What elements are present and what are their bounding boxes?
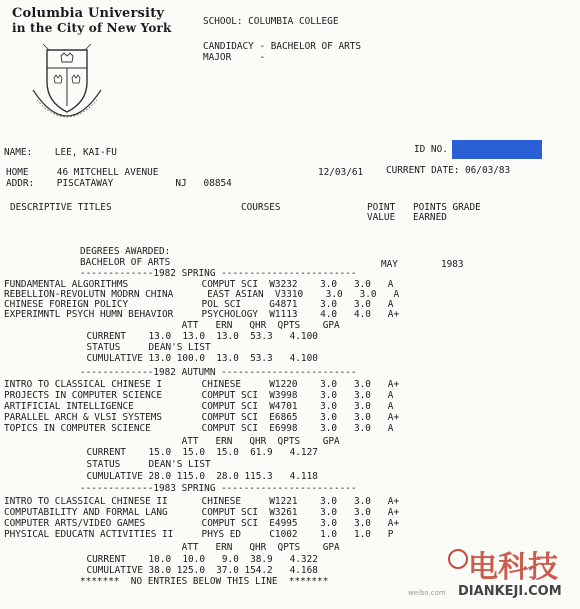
course-row: CHINESE FOREIGN POLICY POL SCI G4871 3.0 3.0 A xyxy=(4,299,394,310)
student-name: NAME: LEE, KAI-FU xyxy=(4,147,117,158)
course-row: COMPUTABILITY AND FORMAL LANG COMPUT SCI W3261 3.0 3.0 A+ xyxy=(4,507,400,518)
watermark-en: DIANKEJI.COM xyxy=(458,584,562,599)
watermark-logo-icon xyxy=(448,549,468,569)
major-line: MAJOR - xyxy=(203,52,266,63)
col-point: POINT xyxy=(367,202,396,213)
degree-name: BACHELOR OF ARTS xyxy=(80,257,171,268)
col-courses: COURSES xyxy=(241,202,281,213)
degree-month: MAY xyxy=(381,259,398,270)
city-address: ADDR: PISCATAWAY NJ 08854 xyxy=(6,178,232,189)
col-value: VALUE xyxy=(367,212,396,223)
stats-header: ATT ERN QHR QPTS GPA xyxy=(80,542,340,553)
columbia-seal-icon xyxy=(27,42,107,134)
course-row: PROJECTS IN COMPUTER SCIENCE COMPUT SCI W3998 3.0 3.0 A xyxy=(4,390,394,401)
term-cumulative: CUMULATIVE 13.0 100.0 13.0 53.3 4.100 xyxy=(30,353,318,364)
course-row: INTRO TO CLASSICAL CHINESE I CHINESE W1220 3.0 3.0 A+ xyxy=(4,379,400,390)
term-divider: -------------1982 AUTUMN ------------------------ xyxy=(80,367,357,378)
term-divider: -------------1983 SPRING ------------------------ xyxy=(80,483,357,494)
term-status: STATUS DEAN'S LIST xyxy=(30,342,211,353)
stats-header: ATT ERN QHR QPTS GPA xyxy=(80,320,340,331)
degree-year: 1983 xyxy=(441,259,464,270)
university-location: in the City of New York xyxy=(12,21,172,35)
term-cumulative: CUMULATIVE 38.0 125.0 37.0 154.2 4.168 xyxy=(30,565,318,576)
course-row: EXPERIMNTL PSYCH HUMN BEHAVIOR PSYCHOLOGY W1113 4.0 4.0 A+ xyxy=(4,309,400,320)
current-date: CURRENT DATE: 06/03/83 xyxy=(386,165,511,176)
degrees-label: DEGREES AWARDED: xyxy=(80,246,171,257)
term-current: CURRENT 10.0 10.0 9.0 38.9 4.322 xyxy=(30,554,318,565)
col-earned: EARNED xyxy=(413,212,447,223)
id-label: ID NO. xyxy=(414,144,448,155)
university-name: Columbia University xyxy=(12,6,165,21)
term-current: CURRENT 13.0 13.0 13.0 53.3 4.100 xyxy=(30,331,318,342)
birth-date: 12/03/61 xyxy=(318,167,364,178)
candidacy-line: CANDIDACY - BACHELOR OF ARTS xyxy=(203,41,362,52)
end-of-record: ******* NO ENTRIES BELOW THIS LINE ******* xyxy=(80,576,329,587)
course-row: FUNDAMENTAL ALGORITHMS COMPUT SCI W3232 3.0 3.0 A xyxy=(4,279,394,290)
course-row: PARALLEL ARCH & VLSI SYSTEMS COMPUT SCI E6865 3.0 3.0 A+ xyxy=(4,412,400,423)
course-row: COMPUTER ARTS/VIDEO GAMES COMPUT SCI E4995 3.0 3.0 A+ xyxy=(4,518,400,529)
watermark-cn: 电科技 xyxy=(468,550,558,585)
course-row: PHYSICAL EDUCATN ACTIVITIES II PHYS ED C1002 1.0 1.0 P xyxy=(4,529,394,540)
term-cumulative: CUMULATIVE 28.0 115.0 28.0 115.3 4.118 xyxy=(30,471,318,482)
col-points-grade: POINTS GRADE xyxy=(413,202,481,213)
col-descriptive-titles: DESCRIPTIVE TITLES xyxy=(10,202,112,213)
course-row: TOPICS IN COMPUTER SCIENCE COMPUT SCI E6998 3.0 3.0 A xyxy=(4,423,394,434)
stats-header: ATT ERN QHR QPTS GPA xyxy=(80,436,340,447)
course-row: ARTIFICIAL INTELLIGENCE COMPUT SCI W4701 3.0 3.0 A xyxy=(4,401,394,412)
home-address: HOME 46 MITCHELL AVENUE xyxy=(6,167,159,178)
course-row: INTRO TO CLASSICAL CHINESE II CHINESE W1221 3.0 3.0 A+ xyxy=(4,496,400,507)
school-line: SCHOOL: COLUMBIA COLLEGE xyxy=(203,16,339,27)
id-redaction xyxy=(452,140,542,159)
watermark-small: weibo.com xyxy=(408,589,446,597)
term-status: STATUS DEAN'S LIST xyxy=(30,459,211,470)
term-divider: -------------1982 SPRING ------------------------ xyxy=(80,268,357,279)
course-row: REBELLION-REVOLUTN MODRN CHINA EAST ASIAN V3310 3.0 3.0 A xyxy=(4,289,400,300)
term-current: CURRENT 15.0 15.0 15.0 61.9 4.127 xyxy=(30,447,318,458)
